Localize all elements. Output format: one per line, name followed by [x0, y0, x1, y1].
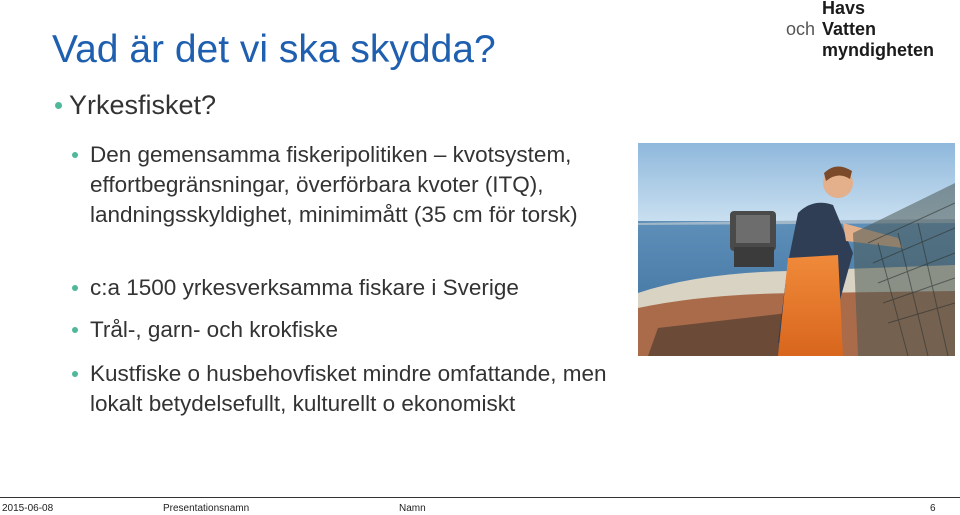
fisherman-boat-image: [638, 143, 955, 356]
logo-word-myndigheten: myndigheten: [822, 40, 935, 60]
footer-presentation-name: Presentationsnamn: [163, 503, 250, 514]
bullet-level1-text: Yrkesfisket?: [69, 90, 217, 120]
bullet-dot-icon: [72, 285, 78, 291]
footer-date: 2015-06-08: [2, 503, 54, 514]
bullet-text: Trål-, garn- och krokfiske: [90, 317, 338, 342]
footer-divider: [0, 497, 960, 498]
bullet-text: Kustfiske o husbehovfisket mindre omfattande, men lokalt betydelsefullt, kulturellt o ekonomiskt: [90, 361, 607, 416]
bullet-item: [90, 140, 630, 230]
havs-och-vatten-logo: [784, 0, 944, 64]
bullet-item: [90, 315, 630, 345]
fisherman-photo: [638, 143, 955, 356]
footer-author-name: Namn: [399, 503, 426, 514]
logo-word-vatten: Vatten: [822, 19, 877, 39]
bullet-dot-icon: [72, 371, 78, 377]
bullet-dot-icon: [72, 327, 78, 333]
logo-word-och: och: [786, 19, 816, 39]
footer-page-number: 6: [930, 503, 936, 514]
bullet-level1: [55, 89, 216, 121]
bullet-dot-icon: [55, 102, 62, 109]
bullet-text: Den gemensamma fiskeripolitiken – kvotsystem, effortbegränsningar, överförbara kvoter (ITQ), landningsskyldighet, minimimått (35 cm för torsk): [90, 142, 578, 227]
bullet-item: [90, 359, 630, 419]
slide-title: Vad är det vi ska skydda?: [52, 28, 496, 71]
bullet-dot-icon: [72, 152, 78, 158]
bullet-text: c:a 1500 yrkesverksamma fiskare i Sverige: [90, 275, 519, 300]
bullet-item: [90, 273, 630, 303]
logo-word-havs: Havs: [822, 0, 866, 18]
